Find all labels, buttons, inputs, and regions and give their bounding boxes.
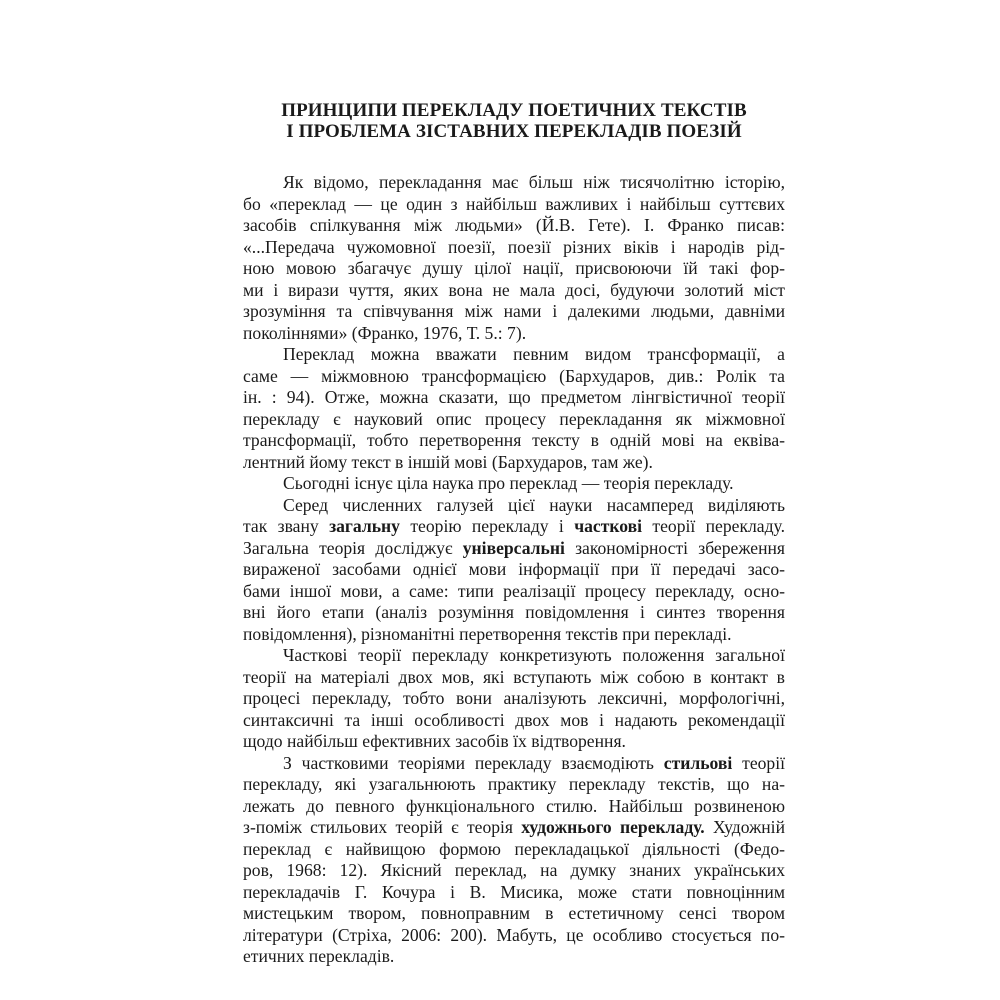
text-line: процесі перекладу, тобто вони аналізують лексичні, морфологічні, bbox=[243, 688, 785, 708]
document-page bbox=[243, 100, 785, 968]
text-line: мистецьким твором, повноправним в естетичному сенсі твором bbox=[243, 903, 785, 923]
paragraph-2 bbox=[243, 344, 785, 473]
text-run: закономірності збереження bbox=[564, 537, 786, 558]
text-run: Загальна теорія досліджує bbox=[243, 537, 463, 558]
paragraph-3 bbox=[243, 473, 785, 495]
text-run: з-поміж стильових теорій є теорія bbox=[243, 817, 522, 837]
text-line: ін. : 94). Отже, можна сказати, що предметом лінгвістичної теорії bbox=[243, 387, 785, 407]
title-line-2: І ПРОБЛЕМА ЗІСТАВНИХ ПЕРЕКЛАДІВ ПОЕЗІЙ bbox=[286, 121, 742, 142]
text-line: Серед численних галузей цієї науки насамперед виділяють bbox=[283, 494, 785, 515]
text-line: Як відомо, перекладання має більш ніж тисячолітню історію, bbox=[283, 172, 785, 192]
text-line: вні його етапи (аналіз розуміння повідомлення і синтез творення bbox=[243, 602, 785, 622]
text-line: повідомлення), різноманітні перетворення текстів при перекладі. bbox=[243, 623, 732, 644]
page-title bbox=[243, 100, 785, 142]
bold-term: універсальні bbox=[462, 537, 565, 558]
text-line: щодо найбільш ефективних засобів їх відтворення. bbox=[243, 731, 626, 751]
text-line: переклад є найвищою формою перекладацької діяльності (Федо- bbox=[243, 838, 785, 859]
text-line: поколіннями» (Франко, 1976, Т. 5.: 7). bbox=[243, 322, 527, 343]
text-line: бами іншої мови, а саме: типи реалізації процесу перекладу, осно- bbox=[243, 580, 785, 601]
text-line: ною мовою збагачує душу цілої нації, присвоюючи їй такі фор- bbox=[243, 258, 785, 278]
text-line bbox=[243, 753, 785, 775]
text-line: Часткові теорії перекладу конкретизують положення загальної bbox=[283, 645, 785, 665]
text-line: теорії на матеріалі двох мов, які вступають між собою в контакт в bbox=[243, 666, 785, 687]
text-line: ми і вирази чуття, яких вона не мала досі, будуючи золотий міст bbox=[243, 279, 785, 300]
text-line: етичних перекладів. bbox=[243, 946, 395, 966]
paragraph-4 bbox=[243, 495, 785, 646]
text-line: лентний йому текст в іншій мові (Бархударов, там же). bbox=[243, 451, 653, 472]
text-run: так звану bbox=[243, 516, 330, 536]
bold-term: художнього перекладу. bbox=[521, 817, 705, 837]
text-line: синтаксичні та інші особливості двох мов і надають рекомендації bbox=[243, 709, 785, 730]
text-line: бо «переклад — це один з найбільш важливих і найбільш суттєвих bbox=[243, 193, 785, 214]
text-line: літератури (Стріха, 2006: 200). Мабуть, це особливо стосується по- bbox=[243, 924, 785, 945]
text-run: З частковими теоріями перекладу взаємодіють bbox=[283, 752, 664, 773]
title-line-1: ПРИНЦИПИ ПЕРЕКЛАДУ ПОЕТИЧНИХ ТЕКСТІВ bbox=[281, 100, 747, 121]
text-run: теорії bbox=[732, 752, 785, 773]
text-run: теорії перекладу. bbox=[642, 516, 785, 536]
paragraph-5 bbox=[243, 645, 785, 753]
text-run: Художній bbox=[704, 817, 785, 837]
text-run: теорію перекладу і bbox=[399, 516, 575, 536]
paragraph-6 bbox=[243, 753, 785, 968]
text-line: зрозуміння та співчування між нами і далекими людьми, давніми bbox=[243, 301, 785, 321]
bold-term: часткові bbox=[574, 516, 643, 536]
text-line: вираженої засобами однієї мови інформації при її передачі засо- bbox=[243, 559, 785, 579]
bold-term: стильові bbox=[663, 752, 733, 773]
text-line: засобів спілкування між людьми» (Й.В. Гете). І. Франко писав: bbox=[243, 215, 785, 235]
text-line bbox=[243, 538, 785, 560]
text-line: лежать до певного функціонального стилю. Найбільш розвиненою bbox=[243, 795, 785, 816]
text-line: Сьогодні існує ціла наука про переклад — теорія перекладу. bbox=[283, 473, 734, 493]
text-line: трансформації, тобто перетворення тексту в одній мові на еквіва- bbox=[243, 430, 785, 450]
text-line bbox=[243, 817, 785, 839]
text-line: перекладу є науковий опис процесу перекладання як міжмовної bbox=[243, 408, 785, 429]
text-line: «...Передача чужомовної поезії, поезії різних віків і народів рід- bbox=[243, 236, 785, 257]
text-line: перекладу, які узагальнюють практику перекладу текстів, що на- bbox=[243, 774, 785, 794]
text-line: перекладачів Г. Кочура і В. Мисика, може стати повноцінним bbox=[243, 881, 785, 902]
text-line: Переклад можна вважати певним видом трансформації, а bbox=[283, 344, 785, 364]
text-line: саме — міжмовною трансформацією (Бархударов, див.: Ролік та bbox=[243, 365, 785, 386]
text-line: ров, 1968: 12). Якісний переклад, на думку знаних українських bbox=[243, 860, 785, 880]
paragraph-1 bbox=[243, 172, 785, 344]
text-line bbox=[243, 516, 785, 538]
bold-term: загальну bbox=[329, 516, 400, 536]
